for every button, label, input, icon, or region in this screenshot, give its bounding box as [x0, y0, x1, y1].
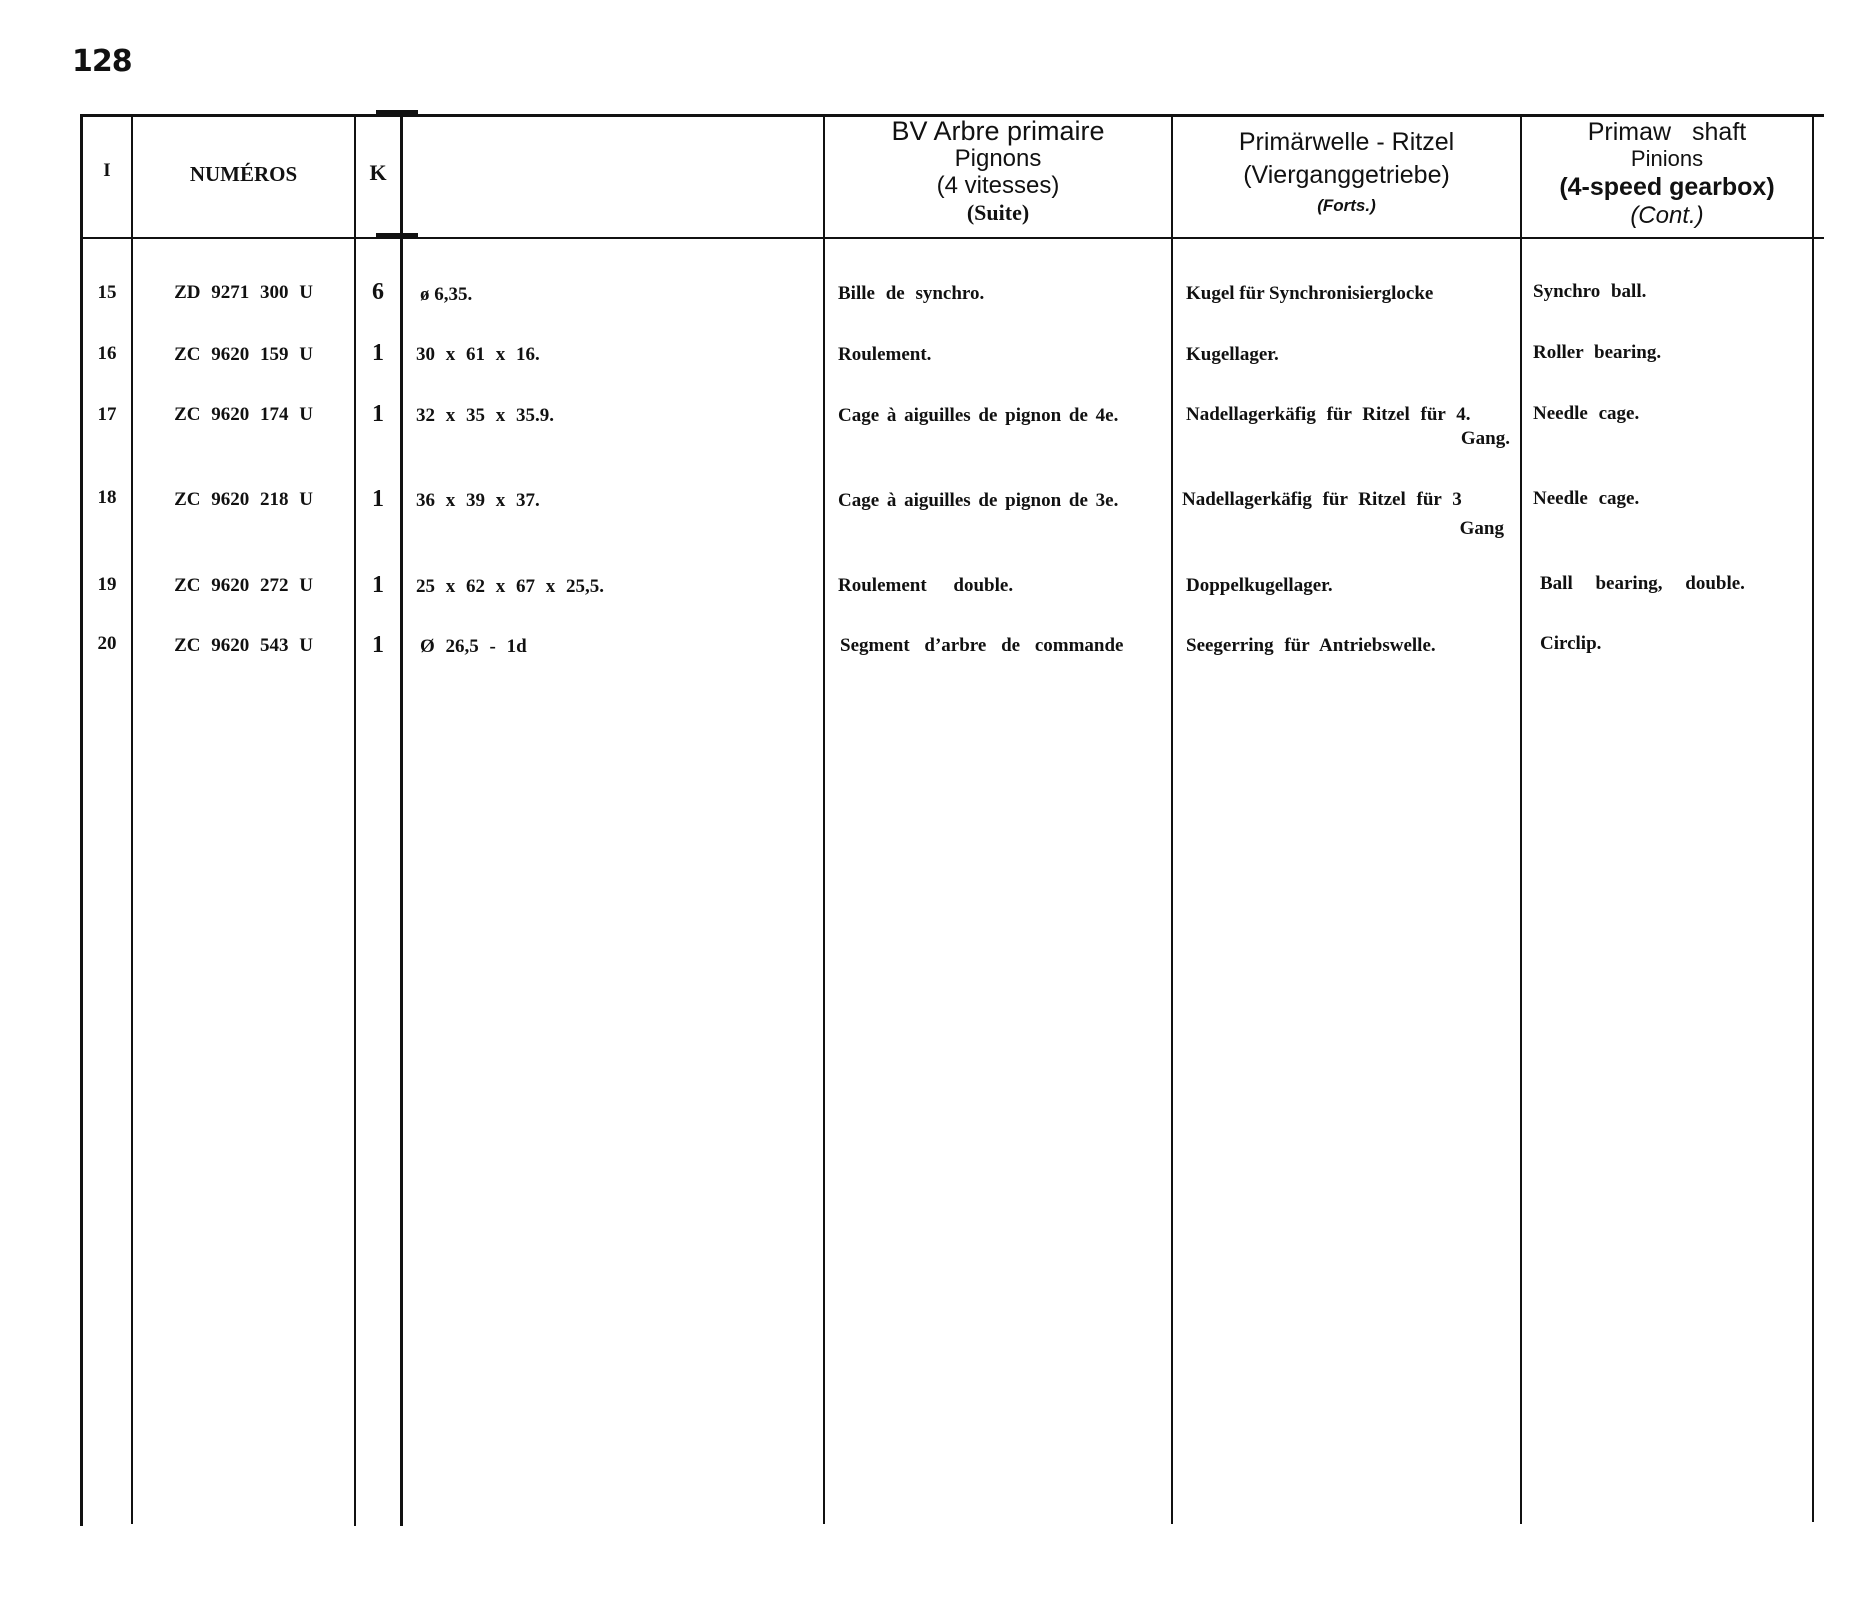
header-qty-label: K: [369, 160, 387, 185]
description-fr: Roulement.: [838, 344, 932, 365]
part-number: ZC 9620 272 U: [174, 575, 313, 596]
description-fr: Roulement double.: [838, 575, 1014, 596]
description-de-line2: Gang.: [1460, 428, 1510, 449]
header-english-line1: Primaw shaft: [1587, 118, 1747, 146]
col-divider-numbers: [354, 114, 356, 1526]
header-french: [825, 116, 1171, 226]
qty-top-tick: [376, 110, 418, 114]
part-number: ZC 9620 218 U: [174, 489, 313, 510]
quantity: 1: [372, 632, 384, 658]
header-english-line3: (4-speed gearbox): [1559, 173, 1775, 201]
header-german: [1173, 126, 1520, 220]
header-french-line2: Pignons: [954, 145, 1042, 172]
description-fr: Bille de synchro.: [838, 283, 985, 304]
row-index: 19: [97, 574, 117, 595]
header-german-line3: (Forts.): [1317, 196, 1376, 215]
quantity: 1: [372, 340, 384, 366]
col-divider-right-border: [1812, 114, 1814, 1522]
row-index: 17: [97, 404, 117, 425]
description-en: Circlip.: [1540, 633, 1602, 654]
header-index: [83, 160, 131, 182]
header-numbers: [133, 162, 354, 187]
description-en: Roller bearing.: [1533, 342, 1662, 363]
row-index: 18: [97, 487, 117, 508]
description-de: Kugel für Synchronisierglocke: [1186, 283, 1434, 304]
dimensions: Ø 26,5 - 1d: [420, 636, 527, 657]
col-divider-qty: [400, 110, 403, 1526]
row-index: 16: [97, 343, 117, 364]
quantity: 1: [372, 572, 384, 598]
header-french-line1: BV Arbre primaire: [891, 116, 1105, 146]
description-de: Doppelkugellager.: [1186, 575, 1333, 596]
header-french-line3: (4 vitesses): [936, 172, 1060, 199]
description-fr: Cage à aiguilles de pignon de 4e.: [838, 405, 1119, 426]
dimensions: 30 x 61 x 16.: [416, 344, 540, 365]
col-divider-index: [131, 114, 133, 1524]
row-index: 15: [97, 282, 117, 303]
header-english-line4: (Cont.): [1630, 202, 1704, 229]
header-german-line2: (Vierganggetriebe): [1243, 161, 1450, 189]
dimensions: ø 6,35.: [420, 284, 473, 305]
description-de: Kugellager.: [1186, 344, 1279, 365]
dimensions: 32 x 35 x 35.9.: [416, 405, 554, 426]
quantity: 1: [372, 401, 384, 427]
part-number: ZC 9620 543 U: [174, 635, 313, 656]
part-number: ZC 9620 174 U: [174, 404, 313, 425]
header-english-line2: Pinions: [1630, 146, 1704, 171]
header-french-line4: (Suite): [966, 200, 1030, 225]
header-index-label: I: [103, 160, 111, 181]
header-german-line1: Primärwelle - Ritzel: [1238, 128, 1455, 156]
header-english: [1522, 118, 1812, 230]
qty-mid-tick: [376, 233, 418, 237]
page-number: 128: [72, 44, 132, 79]
col-divider-left-border: [80, 114, 83, 1526]
col-divider-de: [1520, 114, 1522, 1524]
quantity: 1: [372, 486, 384, 512]
row-index: 20: [97, 633, 117, 654]
description-en: Needle cage.: [1533, 488, 1640, 509]
description-de-line2: Gang: [1459, 518, 1504, 539]
part-number: ZD 9271 300 U: [174, 282, 313, 303]
col-divider-fr: [1171, 114, 1173, 1524]
description-fr: Cage à aiguilles de pignon de 3e.: [838, 490, 1119, 511]
description-en: Needle cage.: [1533, 403, 1640, 424]
description-de: Nadellagerkäfig für Ritzel für 3: [1182, 489, 1462, 510]
description-fr: Segment d’arbre de commande: [840, 635, 1124, 656]
dimensions: 25 x 62 x 67 x 25,5.: [416, 576, 604, 597]
quantity: 6: [372, 279, 384, 305]
description-de: Seegerring für Antriebswelle.: [1186, 635, 1436, 656]
description-en: Ball bearing, double.: [1540, 573, 1745, 594]
description-en: Synchro ball.: [1533, 281, 1647, 302]
header-bottom-border: [80, 237, 1824, 239]
header-qty: [356, 160, 400, 186]
part-number: ZC 9620 159 U: [174, 344, 313, 365]
dimensions: 36 x 39 x 37.: [416, 490, 540, 511]
header-numbers-label: NUMÉROS: [189, 162, 298, 186]
description-de: Nadellagerkäfig für Ritzel für 4.: [1186, 404, 1471, 425]
col-divider-dims: [823, 114, 825, 1524]
